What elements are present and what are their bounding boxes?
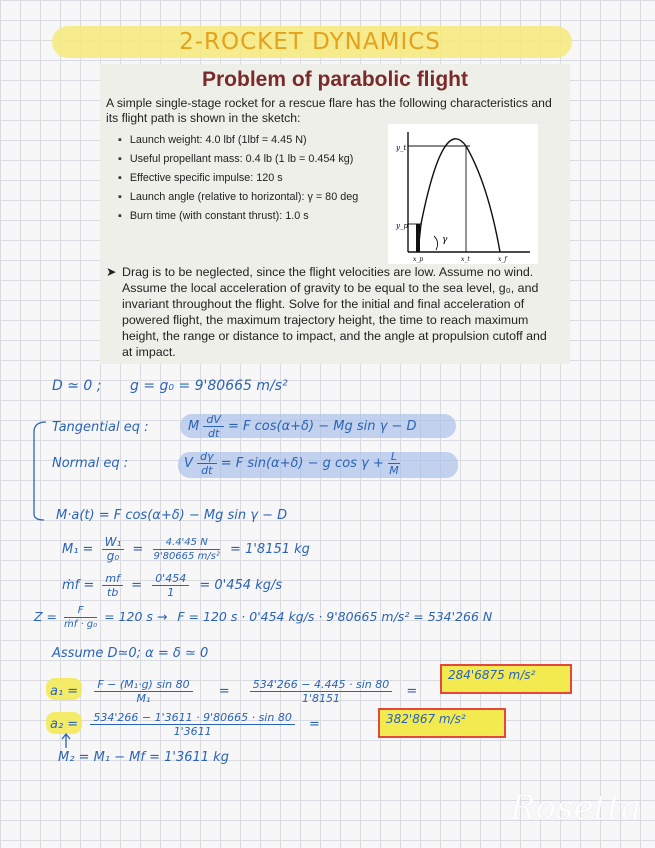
slide-title: Problem of parabolic flight bbox=[201, 68, 469, 91]
tangential-label: Tangential eq : bbox=[52, 420, 149, 435]
specific-impulse-calculation: Z = $\frac{F}{\text{ṁf · g₀}}$ = 120 s → F = 120 s · 0'454 kg/s · 9'80665 m/s² = 534'266 N bbox=[34, 605, 493, 630]
a2-result: 382'867 m/s² bbox=[386, 712, 466, 726]
assumptions-note: ➤ Drag is to be neglected, since the flight velocities are low. Assume no wind. Assume the local acceleration of gravity to be equal to the sea level, g₀, and invariant throughout the flight. Solve for the initial and final acceleration of powered flight, the maximum trajectory height, the time to reach maximum height, the range or distance to impact, and the angle at propulsion cutoff and at impact. bbox=[106, 265, 547, 359]
slide-intro: A simple single-stage rocket for a rescue flare has the following characteristics and its flight path is shown in the sketch: bbox=[106, 96, 552, 125]
normal-equation: V $\frac{d\gamma}{dt}$ = F sin(α+δ) − g cos γ + $\frac{L}{M}$ bbox=[184, 450, 399, 477]
list-item: ▪ Useful propellant mass: 0.4 lb (1 lb = 0.454 kg) bbox=[118, 150, 358, 169]
list-item: ▪ Launch weight: 4.0 lbf (1lbf = 4.45 N) bbox=[118, 131, 358, 150]
m2-calculation: M₂ = M₁ − Mf = 1'3611 kg bbox=[58, 750, 229, 765]
arrow-bullet-icon: ➤ bbox=[106, 265, 117, 279]
list-item: ▪ Effective specific impulse: 120 s bbox=[118, 169, 358, 188]
a1-result: 284'6875 m/s² bbox=[448, 668, 536, 682]
rocket-mark bbox=[416, 224, 420, 252]
list-item: ▪ Burn time (with constant thrust): 1.0 s bbox=[118, 207, 358, 226]
motion-equation: M·a(t) = F cos(α+δ) − Mg sin γ − D bbox=[56, 508, 288, 523]
a2-calculation: a₂ = $\frac{534'266 - 1'3611 \cdot 9'80665 \cdot \sin 80}{1'3611}$ = bbox=[50, 711, 320, 738]
mdot-calculation: ṁf = $\frac{mf}{tb}$ = $\frac{0'454}{1}$ = 0'454 kg/s bbox=[62, 572, 283, 599]
a1-calculation: a₁ = $\frac{\text{F − (M₁·g) sin 80}}{\text{M₁}}$ = $\frac{534'266 - 4.445 \cdot \sin 80}{1'8151}$ = bbox=[50, 678, 418, 705]
gravity-value: g = g₀ = 9'80665 m/s² bbox=[130, 378, 288, 394]
normal-label: Normal eq : bbox=[52, 456, 129, 471]
list-item: ▪ Launch angle (relative to horizontal): γ = 80 deg bbox=[118, 188, 358, 207]
label-yp: y_p bbox=[396, 222, 408, 230]
arrow-up-icon bbox=[60, 732, 72, 750]
equations-bracket bbox=[30, 418, 50, 524]
label-xt: x_t bbox=[461, 256, 470, 263]
drag-assumption: D ≃ 0 ; bbox=[52, 378, 102, 394]
watermark-logo: Rosetta bbox=[510, 788, 642, 828]
label-xf: x_f bbox=[498, 256, 507, 263]
assumption-line: Assume D≃0; α = δ ≃ 0 bbox=[52, 646, 209, 661]
label-gamma: γ bbox=[442, 235, 448, 245]
page-title: 2-ROCKET DYNAMICS bbox=[179, 29, 441, 55]
trajectory-sketch bbox=[388, 124, 538, 264]
sketch-background bbox=[388, 124, 538, 264]
label-xp: x_p bbox=[413, 256, 424, 263]
label-yt: y_t bbox=[396, 144, 407, 152]
m1-calculation: M₁ = $\frac{\text{W₁}}{\text{g₀}}$ = $\frac{4.4'45 N}{\text{9'80665 m/s²}}$ = 1'8151 kg bbox=[62, 535, 310, 563]
characteristics-list bbox=[118, 131, 358, 226]
tangential-equation: M $\frac{dV}{dt}$ = F cos(α+δ) − Mg sin γ − D bbox=[188, 413, 417, 440]
